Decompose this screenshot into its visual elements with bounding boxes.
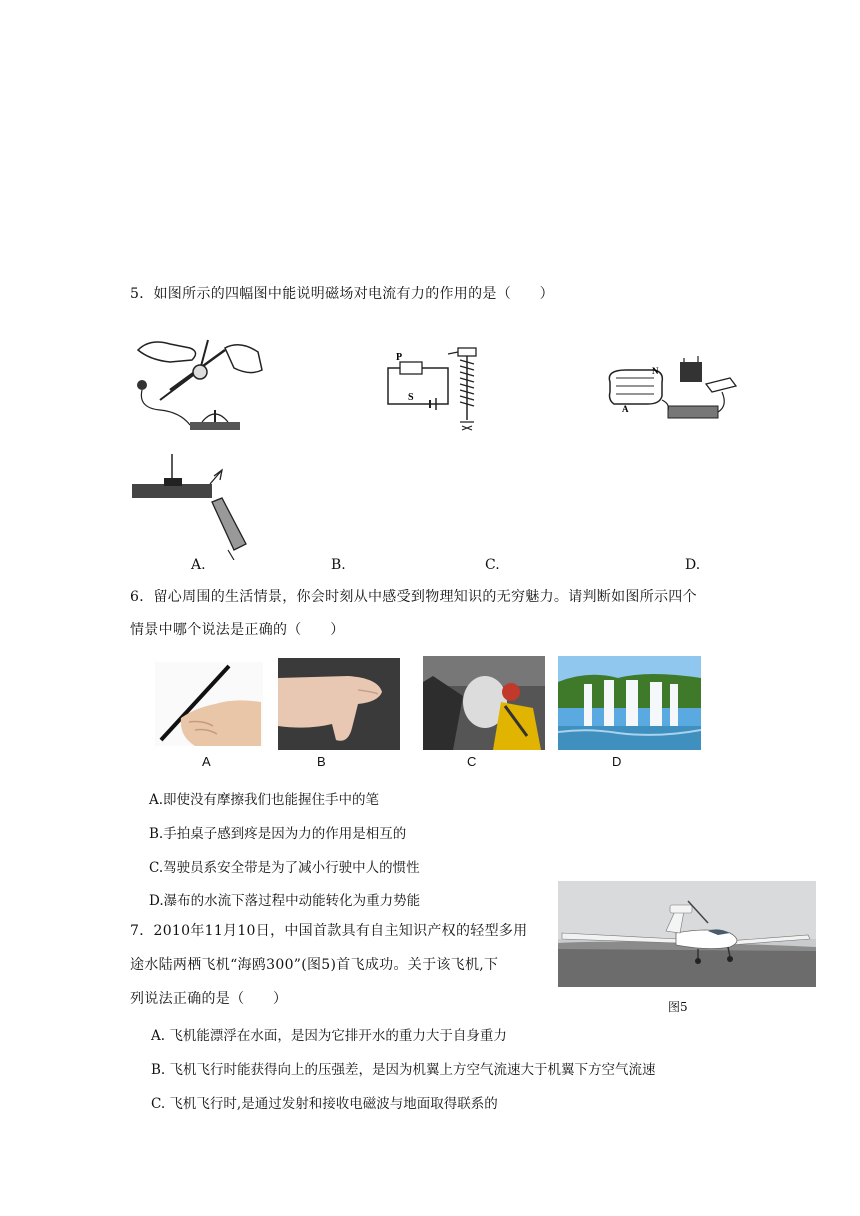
q5-label-d: D.: [685, 557, 701, 573]
q5-figure-a: [130, 330, 270, 440]
q6-option-a: A.即使没有摩擦我们也能握住手中的笔: [149, 792, 380, 808]
q5-label-c: C.: [485, 557, 500, 573]
q7-stem-line-2: 途水陆两栖飞机“海鸥300”(图5)首飞成功。关于该飞机,下: [130, 957, 499, 973]
q5-label-a: A.: [191, 557, 206, 573]
q7-option-a: A. 飞机能漂浮在水面，是因为它排开水的重力大于自身重力: [151, 1028, 507, 1044]
q7-option-b: B. 飞机飞行时能获得向上的压强差，是因为机翼上方空气流速大于机翼下方空气流速: [151, 1062, 656, 1078]
q7-option-c: C. 飞机飞行时,是通过发射和接收电磁波与地面取得联系的: [151, 1096, 498, 1112]
q6-option-b: B.手拍桌子感到疼是因为力的作用是相互的: [149, 826, 407, 842]
q6-option-c: C.驾驶员系安全带是为了减小行驶中人的惯性: [149, 860, 420, 876]
q7-stem-line-3: 列说法正确的是（ ）: [130, 991, 288, 1007]
fig-c-label-a: A: [622, 404, 629, 414]
q5-stem: 5．如图所示的四幅图中能说明磁场对电流有力的作用的是（ ）: [130, 286, 554, 302]
q6-photo-c: [423, 656, 545, 750]
q7-stem-line-1: 7．2010年11月10日，中国首款具有自主知识产权的轻型多用: [130, 923, 528, 939]
q6-photo-a: [155, 662, 263, 746]
q6-stem-line-1: 6．留心周围的生活情景，你会时刻从中感受到物理知识的无穷魅力。请判断如图所示四个: [130, 589, 697, 605]
fig-c-label-n: N: [652, 366, 659, 376]
q6-option-d: D.瀑布的水流下落过程中动能转化为重力势能: [149, 893, 421, 909]
q7-figure-plane: [558, 881, 816, 987]
q6-photo-b: [278, 658, 400, 750]
fig-b-label-p: P: [396, 352, 403, 363]
q5-label-b: B.: [331, 557, 346, 573]
q6-photo-d: [558, 656, 701, 750]
q6-stem-line-2: 情景中哪个说法是正确的（ ）: [130, 622, 345, 638]
q5-figure-d: [130, 450, 260, 560]
q6-photo-label-c: C: [467, 754, 477, 769]
q6-photo-label-d: D: [612, 754, 622, 769]
fig-b-label-s: S: [408, 392, 414, 403]
q5-figure-b: [382, 340, 492, 440]
q7-figure-caption: 图5: [668, 1000, 688, 1014]
q5-figure-c: [604, 352, 744, 432]
q6-photo-label-b: B: [317, 754, 326, 769]
q6-photo-label-a: A: [202, 754, 211, 769]
